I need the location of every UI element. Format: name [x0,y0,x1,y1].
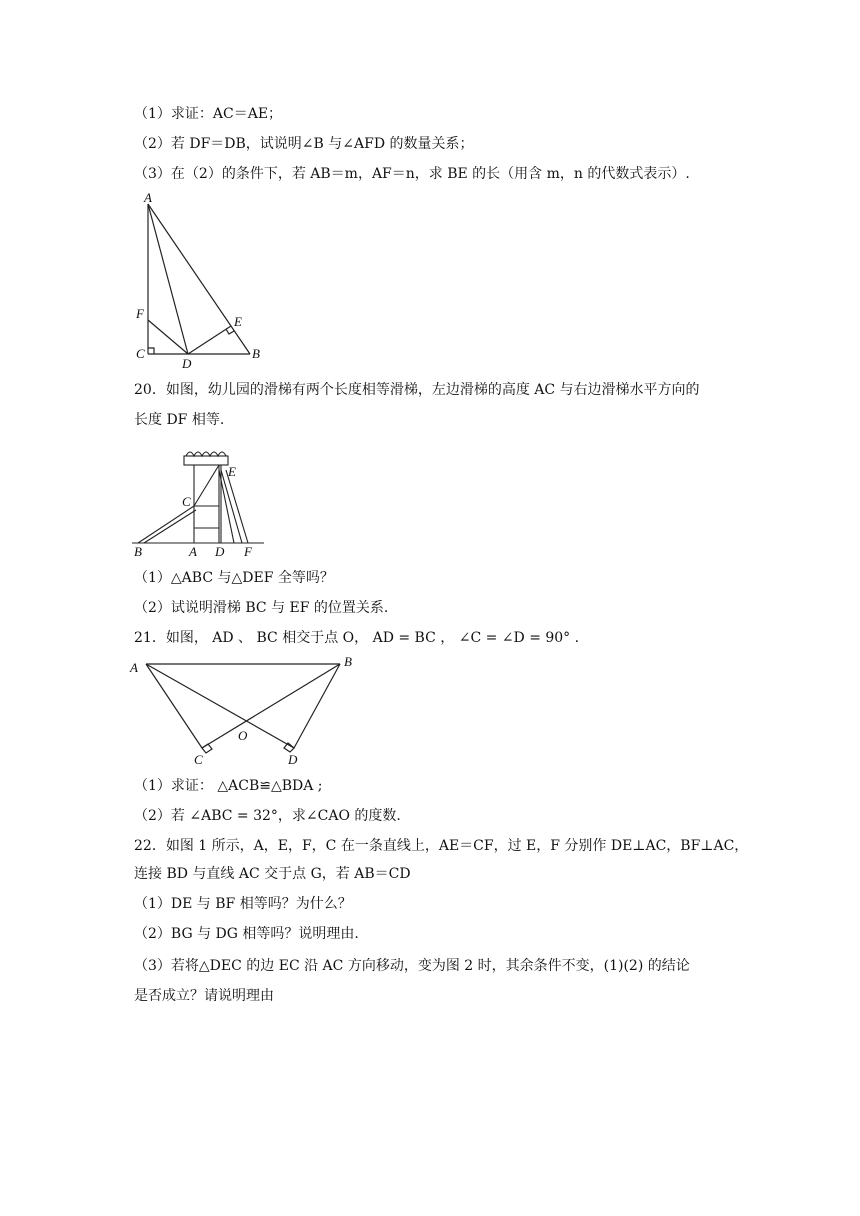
fig20-label-b: B [134,544,142,559]
fig20-label-c: C [182,494,191,509]
q21-part2: （2）若 ∠ABC = 32°，求∠CAO 的度数. [134,808,401,824]
q21-stem: 21．如图， AD 、 BC 相交于点 O， AD = BC ， ∠C = ∠D = 90° . [134,630,580,646]
q19-part3: （3）在（2）的条件下，若 AB＝m，AF＝n，求 BE 的长（用含 m，n 的代数式表示）. [134,166,690,182]
q20-figure [130,440,270,564]
q19-part2: （2）若 DF＝DB，试说明∠B 与∠AFD 的数量关系； [134,136,474,152]
q20-part1: （1）△ABC 与△DEF 全等吗？ [134,570,334,586]
q20-stem-line2: 长度 DF 相等. [134,412,225,428]
q22-part1: （1）DE 与 BF 相等吗？为什么？ [134,896,352,912]
fig21-label-a: A [130,660,138,675]
fig20-label-a: A [189,544,197,559]
q19-figure [130,190,280,374]
fig19-label-d: D [182,356,192,370]
fig21-label-b: B [344,654,352,669]
fig19-label-f: F [136,306,144,321]
fig19-label-e: E [234,314,242,329]
q22-part3-line2: 是否成立？请说明理由 [134,988,274,1004]
q22-part3-line1: （3）若将△DEC 的边 EC 沿 AC 方向移动，变为图 2 时，其余条件不变，(1)(2) 的结论 [134,958,690,974]
q22-part2: （2）BG 与 DG 相等吗？说明理由. [134,926,359,942]
fig21-label-c: C [194,752,203,767]
fig20-label-f: F [244,544,252,559]
fig21-label-o: O [238,728,248,743]
q21-part1: （1）求证： △ACB≌△BDA ; [134,778,323,794]
q19-part1: （1）求证：AC＝AE； [134,106,283,122]
q21-figure [124,652,364,776]
q20-part2: （2）试说明滑梯 BC 与 EF 的位置关系. [134,600,389,616]
q20-stem-line1: 20．如图，幼儿园的滑梯有两个长度相等滑梯，左边滑梯的高度 AC 与右边滑梯水平方向的 [134,382,700,398]
fig19-label-b: B [252,346,260,361]
fig21-label-d: D [288,752,298,767]
q22-stem-line2: 连接 BD 与直线 AC 交于点 G，若 AB＝CD [134,866,411,882]
q22-stem-line1: 22．如图 1 所示，A，E，F，C 在一条直线上，AE＝CF，过 E，F 分别作 DE⊥AC，BF⊥AC， [134,838,749,854]
fig20-label-e: E [228,464,236,479]
fig19-label-a: A [144,190,152,205]
fig19-label-c: C [136,346,145,361]
fig20-label-d: D [215,544,225,559]
